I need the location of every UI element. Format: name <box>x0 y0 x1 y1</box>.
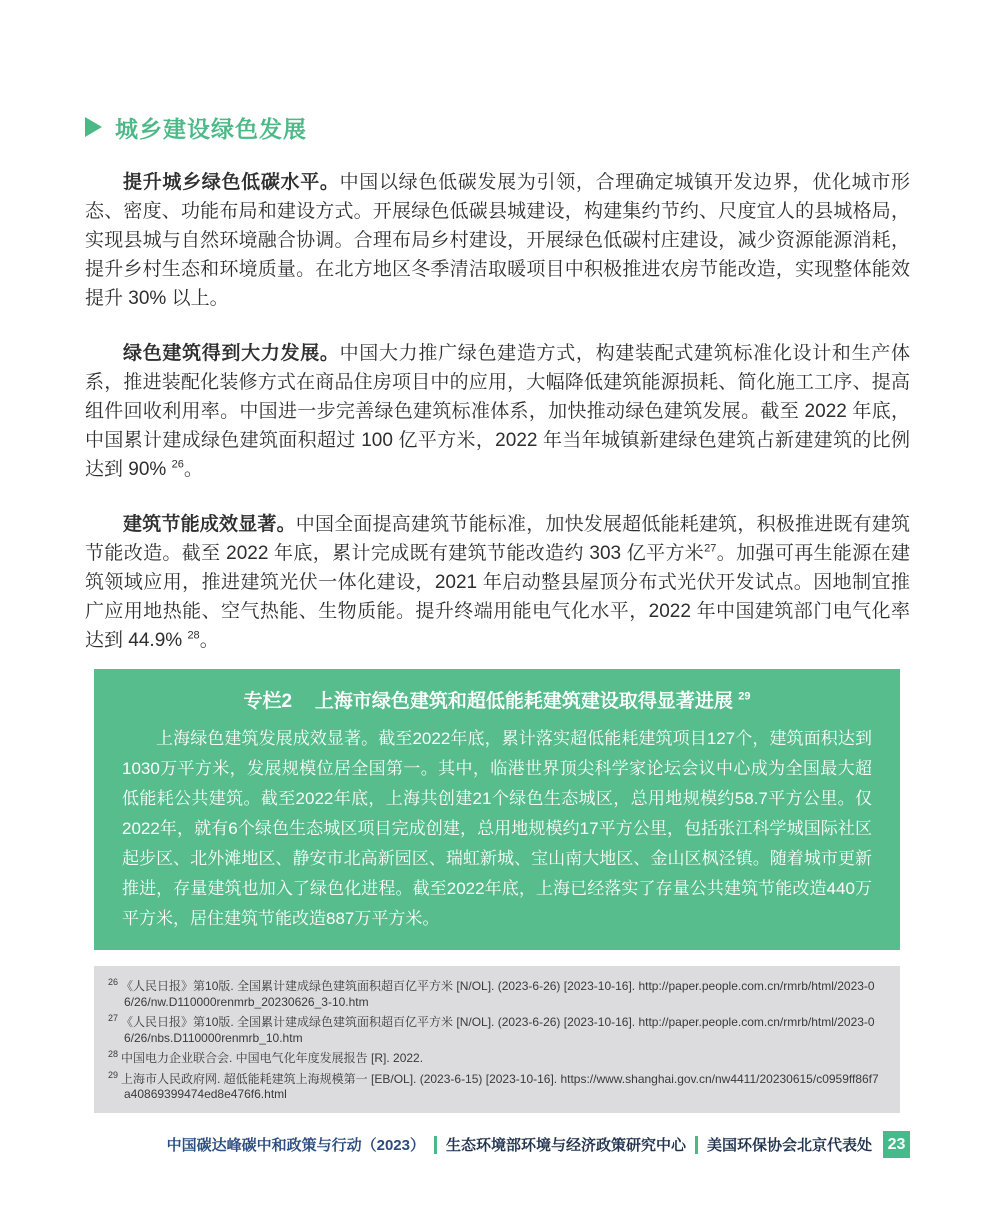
paragraph-text: 。 <box>199 630 219 651</box>
footer-org-2: 美国环保协会北京代表处 <box>706 1137 872 1154</box>
page-number-badge: 23 <box>883 1131 910 1158</box>
page-content <box>85 112 910 1113</box>
footnote-number: 28 <box>108 1049 119 1059</box>
paragraph-text: 。加强可再生能源在建筑领域应用，推进建筑光伏一体化建设，2021 年启动整县屋顶分布式光伏开发试点。因地制宜推广应用地热能、空气热能、生物质能。提升终端用能电气化水平，2022 年中国建筑部门电气化率达到 44.9% <box>85 543 910 651</box>
footnote-ref-27: 27 <box>704 542 717 555</box>
footnote-ref-28: 28 <box>187 629 200 642</box>
footnote-text: 中国电力企业联合会. 中国电气化年度发展报告 [R]. 2022. <box>121 1051 424 1065</box>
paragraph-text: 中国全面提高建筑节能标准，加快发展超低能耗建筑，积极推进既有建筑节能改造。截至 2022 年底，累计完成既有建筑节能改造约 303 亿平方米 <box>85 514 910 564</box>
paragraph-lead: 提升城乡绿色低碳水平。 <box>123 172 340 193</box>
column-box-body: 上海绿色建筑发展成效显著。截至2022年底，累计落实超低能耗建筑项目127个，建筑面积达到1030万平方米，发展规模位居全国第一。其中，临港世界顶尖科学家论坛会议中心成为全国最大超低能耗公共建筑。截至2022年底，上海共创建21个绿色生态城区，总用地规模约58.7平方公里。仅2022年，就有6个绿色生态城区项目完成创建，总用地规模约17平方公里，包括张江科学城国际社区起步区、北外滩地区、静安市北高新园区、瑞虹新城、宝山南大地区、金山区枫泾镇。随着城市更新推进，存量建筑也加入了绿色化进程。截至2022年底，上海已经落实了存量公共建筑节能改造440万平方米，居住建筑节能改造887万平方米。 <box>122 729 872 928</box>
footnote-number: 29 <box>108 1069 119 1080</box>
paragraph-text: 。 <box>183 459 203 480</box>
footnote-ref-29: 29 <box>738 690 751 703</box>
section-title: 城乡建设绿色发展 <box>115 115 307 142</box>
paragraph-text: 中国以绿色低碳发展为引领，合理确定城镇开发边界，优化城市形态、密度、功能布局和建设方式。开展绿色低碳县城建设，构建集约节约、尺度宜人的县城格局，实现县城与自然环境融合协调。合理布局乡村建设，开展绿色低碳村庄建设，减少资源能源消耗，提升乡村生态和环境质量。在北方地区冬季清洁取暖项目中积极推进农房节能改造，实现整体能效提升 30% 以上。 <box>85 172 910 309</box>
footnote-item <box>108 1069 882 1103</box>
paragraph-2 <box>85 339 910 484</box>
footnotes-panel <box>94 966 900 1113</box>
footnote-number: 26 <box>108 977 119 987</box>
footnote-number: 27 <box>108 1013 119 1023</box>
column-box-title <box>122 686 872 713</box>
footer-separator <box>434 1136 437 1154</box>
footer-report-title: 中国碳达峰碳中和政策与行动（2023） <box>166 1137 425 1154</box>
column-box-label: 专栏2 <box>243 691 293 712</box>
footnote-text: 上海市人民政府网. 超低能耗建筑上海规模第一 [EB/OL]. (2023-6-15) [2023-10-16]. https://www.shanghai.gov.cn/nw4411/20230615/c0959ff86f7a40869399474ed8e476f6.html <box>121 1071 879 1101</box>
footnote-text: 《人民日报》第10版. 全国累计建成绿色建筑面积超百亿平方米 [N/OL]. (2023-6-26) [2023-10-16]. http://paper.people.com.cn/rmrb/html/2023-06/26/nw.D110000renmrb_20230626_3-10.htm <box>121 979 875 1009</box>
column-box <box>94 669 900 950</box>
section-heading <box>85 112 910 142</box>
paragraph-lead: 建筑节能成效显著。 <box>123 514 296 535</box>
footnote-item <box>108 979 882 1010</box>
column-box-title-text: 上海市绿色建筑和超低能耗建筑建设取得显著进展 <box>314 691 739 712</box>
footer-org-1: 生态环境部环境与经济政策研究中心 <box>445 1137 686 1154</box>
page-footer <box>167 1131 910 1158</box>
footnote-text: 《人民日报》第10版. 全国累计建成绿色建筑面积超百亿平方米 [N/OL]. (2023-6-26) [2023-10-16]. http://paper.people.com.cn/rmrb/html/2023-06/26/nbs.D110000renmrb_10.htm <box>121 1015 875 1045</box>
footer-separator <box>695 1136 698 1154</box>
paragraph-1 <box>85 168 910 313</box>
paragraph-text: 中国大力推广绿色建造方式，构建装配式建筑标准化设计和生产体系，推进装配化装修方式在商品住房项目中的应用，大幅降低建筑能源损耗、简化施工工序、提高组件回收利用率。中国进一步完善绿色建筑标准体系，加快推动绿色建筑发展。截至 2022 年底，中国累计建成绿色建筑面积超过 100 亿平方米，2022 年当年城镇新建绿色建筑占新建建筑的比例达到 90% <box>85 343 910 480</box>
footnote-item <box>108 1015 882 1046</box>
footnote-item <box>108 1051 882 1067</box>
section-arrow-icon <box>85 117 102 137</box>
paragraph-3 <box>85 510 910 655</box>
paragraph-lead: 绿色建筑得到大力发展。 <box>123 343 340 364</box>
footnote-ref-26: 26 <box>171 458 184 471</box>
